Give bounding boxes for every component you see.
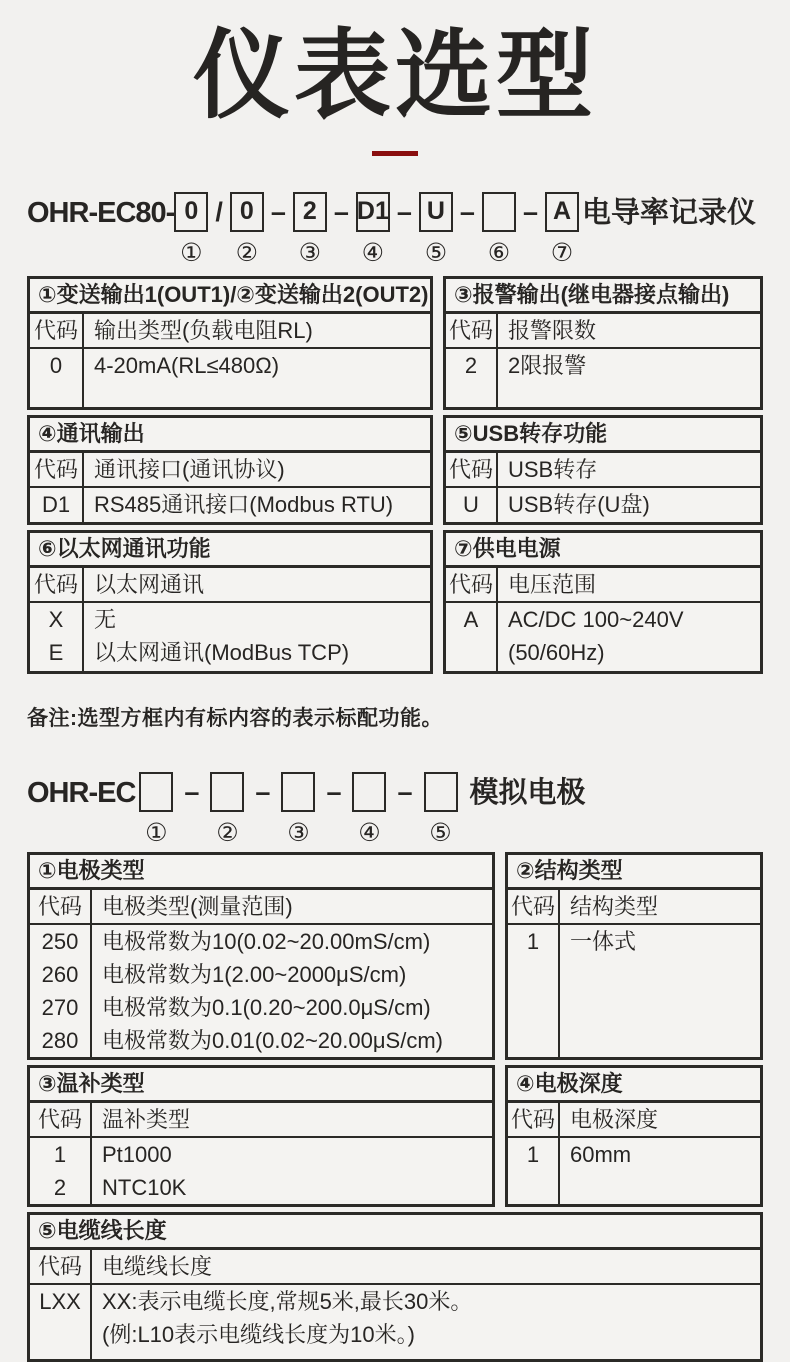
model2-box-5: [424, 772, 458, 812]
page-title: 仪表选型: [193, 21, 597, 130]
column-label-row: [30, 890, 492, 925]
selection-note: 备注:选型方框内有标内容的表示标配功能。: [27, 706, 443, 730]
column-label-row: [508, 1103, 760, 1138]
section-header: ④电极深度: [508, 1068, 760, 1103]
model1-box-6: [482, 192, 516, 232]
section-header: ③报警输出(继电器接点输出): [446, 279, 760, 314]
data-area: [30, 925, 492, 1057]
electrode-type-block: [27, 852, 495, 1060]
model1-separator-6: –: [522, 196, 538, 227]
code-cells: [30, 1138, 92, 1204]
code-cells: [508, 925, 560, 1057]
model1-separator-1: /: [215, 196, 223, 227]
code-cells: [30, 1285, 92, 1359]
code-cell: 2: [464, 352, 478, 378]
electrode-depth-block: [505, 1065, 763, 1207]
code-cell: 1: [53, 1141, 67, 1167]
column-label-row: [30, 1103, 492, 1138]
value-cell: 4-20mA(RL≤480Ω): [94, 352, 280, 378]
model1-separator-5: –: [459, 196, 475, 227]
value-column-label: 电极深度: [570, 1106, 659, 1132]
value-cells: [498, 603, 760, 671]
section-header: ⑤USB转存功能: [446, 418, 760, 453]
model2-segment-5: [424, 772, 458, 846]
value-column-label: 以太网通讯: [94, 571, 205, 597]
data-area: [30, 488, 430, 522]
model1-number-6: ⑥: [487, 238, 511, 267]
data-area: [30, 349, 430, 407]
column-label-row: [30, 1250, 760, 1285]
model1-box-5: U: [419, 192, 453, 232]
data-area: [30, 1285, 760, 1359]
section-header: ③温补类型: [30, 1068, 492, 1103]
value-column-label: 温补类型: [102, 1106, 191, 1132]
code-cell: LXX: [39, 1288, 81, 1314]
value-column-label: USB转存: [508, 456, 598, 482]
comm-output-block: [27, 415, 433, 525]
model2-number-5: ⑤: [429, 818, 452, 847]
model1-prefix: OHR-EC80-: [27, 196, 175, 229]
code-cell: X: [48, 606, 64, 632]
code-cell: 280: [41, 1027, 79, 1053]
power-supply-block: [443, 530, 763, 674]
value-column-label: 电压范围: [508, 571, 597, 597]
model1-number-2: ②: [235, 238, 259, 267]
table2-section-3: [27, 1212, 763, 1362]
column-label-row: [446, 568, 760, 603]
model-code-line-2: [27, 772, 790, 846]
title-accent-bar: [372, 151, 418, 156]
value-cells: [498, 349, 760, 407]
model1-number-1: ①: [180, 238, 203, 267]
value-cell: XX:表示电缆长度,常规5米,最长30米。: [102, 1288, 473, 1314]
code-column-label: 代码: [30, 1103, 92, 1136]
value-cell: 电极常数为1(2.00~2000μS/cm): [102, 961, 407, 987]
value-cells: [560, 925, 760, 1057]
table1-section-2: [27, 415, 763, 525]
column-label-row: [30, 314, 430, 349]
code-column-label: 代码: [30, 314, 84, 347]
value-cells: [92, 925, 492, 1057]
model2-segment-1: [139, 772, 173, 846]
value-cell: (例:L10表示电缆线长度为10米。): [102, 1321, 415, 1347]
model2-number-3: ③: [287, 818, 310, 847]
model1-box-4: D1: [356, 192, 390, 232]
value-cells: [84, 488, 430, 522]
model1-box-1: 0: [174, 192, 208, 232]
value-cell: 电极常数为0.1(0.20~200.0μS/cm): [102, 994, 431, 1020]
model2-box-3: [281, 772, 315, 812]
model2-number-1: ①: [145, 818, 168, 847]
column-label-row: [446, 453, 760, 488]
value-cell: Pt1000: [102, 1141, 172, 1167]
cable-length-block: [27, 1212, 763, 1362]
section-header: ④通讯输出: [30, 418, 430, 453]
value-cell: 电极常数为10(0.02~20.00mS/cm): [102, 928, 431, 954]
model2-box-4: [352, 772, 386, 812]
temp-compensation-block: [27, 1065, 495, 1207]
value-cells: [92, 1138, 492, 1204]
table1-section-1: [27, 276, 763, 410]
model2-box-2: [210, 772, 244, 812]
code-cells: [30, 925, 92, 1057]
value-cell: 一体式: [570, 928, 637, 954]
code-cell: 0: [49, 352, 63, 378]
data-area: [446, 349, 760, 407]
model2-number-4: ④: [358, 818, 381, 847]
alarm-output-block: [443, 276, 763, 410]
code-cells: [30, 603, 84, 671]
model1-separator-2: –: [270, 196, 286, 227]
code-cell: 260: [41, 961, 79, 987]
model1-box-7: A: [545, 192, 579, 232]
model1-segment-6: [482, 192, 516, 266]
section-header: ⑥以太网通讯功能: [30, 533, 430, 568]
code-cell: 250: [41, 928, 79, 954]
model1-product-name: 电导率记录仪: [581, 196, 756, 229]
model2-segment-3: [281, 772, 315, 846]
model2-separator-2: –: [255, 776, 271, 807]
code-column-label: 代码: [446, 314, 498, 347]
model-code-line-1: [27, 192, 790, 266]
model2-segment-4: [352, 772, 386, 846]
section-header: ⑦供电电源: [446, 533, 760, 568]
value-column-label: 报警限数: [508, 317, 597, 343]
model2-prefix: OHR-EC: [27, 776, 136, 809]
model1-number-7: ⑦: [550, 238, 574, 267]
data-area: [508, 1138, 760, 1204]
code-column-label: 代码: [30, 1250, 92, 1283]
model1-segment-1: [174, 192, 208, 266]
value-cell: USB转存(U盘): [508, 491, 650, 517]
model1-segment-3: [293, 192, 327, 266]
code-column-label: 代码: [446, 453, 498, 486]
section-header: ②结构类型: [508, 855, 760, 890]
data-area: [446, 603, 760, 671]
code-column-label: 代码: [30, 568, 84, 601]
model1-segment-4: [356, 192, 390, 266]
value-cell: 电极常数为0.01(0.02~20.00μS/cm): [102, 1027, 443, 1053]
code-cells: [446, 488, 498, 522]
code-cells: [446, 603, 498, 671]
code-column-label: 代码: [508, 890, 560, 923]
code-column-label: 代码: [30, 453, 84, 486]
value-cell: NTC10K: [102, 1174, 187, 1200]
model2-segment-2: [210, 772, 244, 846]
code-cell: U: [463, 491, 479, 517]
model1-number-4: ④: [361, 238, 385, 267]
code-column-label: 代码: [446, 568, 498, 601]
value-cells: [84, 603, 430, 671]
recorder-selection-table: [27, 276, 763, 674]
value-column-label: 电极类型(测量范围): [102, 893, 293, 919]
value-cell: 以太网通讯(ModBus TCP): [94, 639, 350, 665]
model1-box-2: 0: [230, 192, 264, 232]
code-cells: [508, 1138, 560, 1204]
value-cells: [84, 349, 430, 407]
transmit-output-block: [27, 276, 433, 410]
code-cells: [30, 349, 84, 407]
model1-separator-3: –: [333, 196, 349, 227]
section-header: ⑤电缆线长度: [30, 1215, 760, 1250]
electrode-selection-table: [27, 852, 763, 1362]
value-cell: (50/60Hz): [508, 639, 605, 665]
code-cells: [446, 349, 498, 407]
model1-box-3: 2: [293, 192, 327, 232]
model1-number-3: ③: [298, 238, 322, 267]
model1-separator-4: –: [396, 196, 412, 227]
column-label-row: [30, 568, 430, 603]
value-column-label: 输出类型(负载电阻RL): [94, 317, 313, 343]
data-area: [30, 1138, 492, 1204]
value-column-label: 结构类型: [570, 893, 659, 919]
model1-segment-5: [419, 192, 453, 266]
table1-section-3: [27, 530, 763, 674]
value-cell: RS485通讯接口(Modbus RTU): [94, 491, 394, 517]
ethernet-block: [27, 530, 433, 674]
data-area: [508, 925, 760, 1057]
value-cell: 60mm: [570, 1141, 632, 1167]
model2-separator-4: –: [397, 776, 413, 807]
model2-product-name: 模拟电极: [469, 776, 586, 809]
column-label-row: [446, 314, 760, 349]
column-label-row: [508, 890, 760, 925]
value-cells: [92, 1285, 760, 1359]
model2-separator-1: –: [184, 776, 200, 807]
value-cells: [560, 1138, 760, 1204]
value-cell: 2限报警: [508, 352, 587, 378]
code-column-label: 代码: [508, 1103, 560, 1136]
value-cell: AC/DC 100~240V: [508, 606, 684, 632]
section-header: ①电极类型: [30, 855, 492, 890]
code-cell: E: [48, 639, 64, 665]
model1-segment-7: [545, 192, 579, 266]
code-cell: 270: [41, 994, 79, 1020]
data-area: [446, 488, 760, 522]
structure-type-block: [505, 852, 763, 1060]
model1-segment-2: [230, 192, 264, 266]
code-cell: 1: [526, 1141, 540, 1167]
table2-section-1: [27, 852, 763, 1060]
value-column-label: 通讯接口(通讯协议): [94, 456, 285, 482]
value-cell: 无: [94, 606, 117, 632]
table2-section-2: [27, 1065, 763, 1207]
code-cell: 1: [526, 928, 540, 954]
value-column-label: 电缆线长度: [102, 1253, 213, 1279]
code-cells: [30, 488, 84, 522]
value-cells: [498, 488, 760, 522]
model2-box-1: [139, 772, 173, 812]
model2-number-2: ②: [216, 818, 239, 847]
code-column-label: 代码: [30, 890, 92, 923]
usb-block: [443, 415, 763, 525]
section-header: ①变送输出1(OUT1)/②变送输出2(OUT2): [30, 279, 430, 314]
model1-number-5: ⑤: [424, 238, 448, 267]
model2-separator-3: –: [326, 776, 342, 807]
code-cell: A: [463, 606, 479, 632]
code-cell: 2: [53, 1174, 67, 1200]
column-label-row: [30, 453, 430, 488]
data-area: [30, 603, 430, 671]
code-cell: D1: [41, 491, 71, 517]
